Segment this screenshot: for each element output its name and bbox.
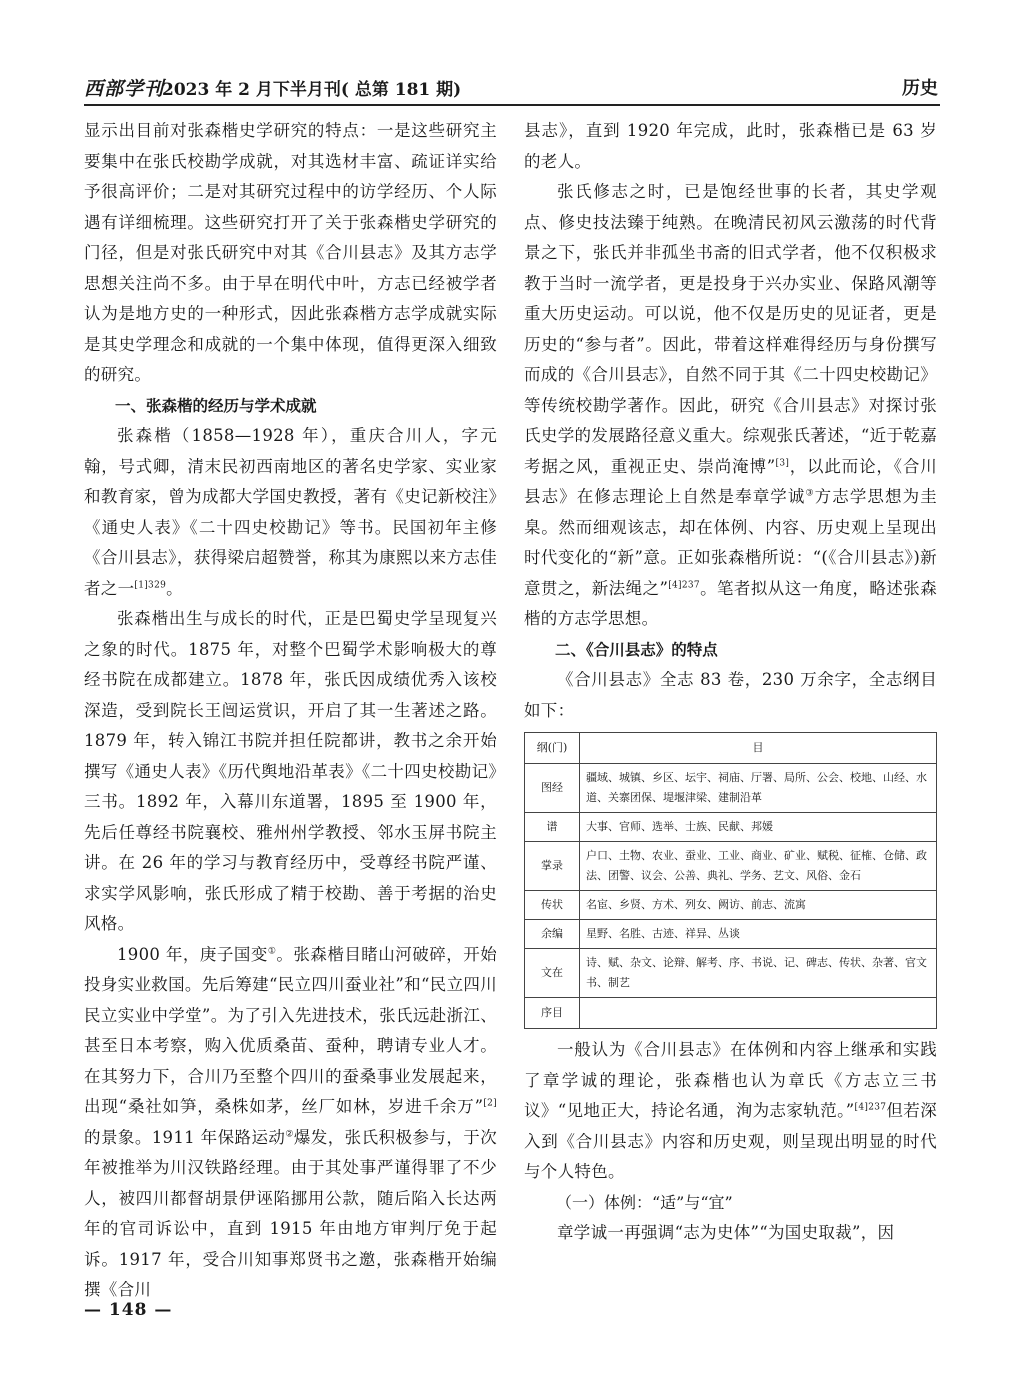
paragraph: 显示出目前对张森楷史学研究的特点：一是这些研究主要集中在张氏校勘学成就，对其选材丰富、疏证详实给予很高评价；二是对其研究过程中的访学经历、个人际遇有详细梳理。这些研究打开了关于张森楷史学研究的门径，但是对张氏研究中对其《合川县志》及其方志学思想关注尚不多。由于早在明代中叶，方志已经被学者认为是地方史的一种形式，因此张森楷方志学成就实际是其史学理念和成就的一个集中体现，值得更深入细致的研究。 [84,121,497,384]
table-cell-gang: 文在 [525,949,580,998]
paragraph-text: ，以此而论，《合川县志》在修志理论上自然是奉章学诚 [524,456,937,506]
right-column [524,116,937,1249]
running-header [84,70,940,106]
table-row [525,813,937,842]
table-cell-gang: 谱 [525,813,580,842]
table-cell-mu: 户口、土物、农业、蚕业、工业、商业、矿业、赋税、征榷、仓储、政法、团警、议会、公善、典礼、学务、艺文、风俗、金石 [580,842,937,891]
paragraph-text: 张森楷（1858—1928 年），重庆合川人，字元翰，号式卿，清末民初西南地区的著名史学家、实业家和教育家，曾为成都大学国史教授，著有《史记新校注》《通史人表》《二十四史校勘记》等书。民国初年主修《合川县志》，获得梁启超赞誉，称其为康熙以来方志佳者之一 [84,426,497,598]
paragraph: 县志》，直到 1920 年完成，此时，张森楷已是 63 岁的老人。 [524,121,937,171]
table-cell-gang: 掌录 [525,842,580,891]
left-column [84,116,497,1306]
paragraph [84,421,497,604]
table-row [525,764,937,813]
footnote-marker: ③ [805,488,815,499]
outline-table [524,732,937,1029]
page-number: — 148 — [84,1300,173,1320]
subsection-heading: （一）体例：“适”与“宜” [556,1192,733,1212]
footnote-marker: ② [285,1129,294,1139]
table-row [525,891,937,920]
paragraph: 章学诚一再强调“志为史体”“为国史取裁”，因 [557,1223,895,1242]
table-cell-mu [580,998,937,1029]
table-cell-gang: 序目 [525,998,580,1029]
table-row [525,842,937,891]
paragraph-text: 1900 年，庚子国变 [117,944,268,964]
issue-info: 2023 年 2 月下半月刊( 总第 181 期) [162,80,462,100]
table-header-row [525,733,937,764]
table-row [525,920,937,949]
paragraph: 张森楷出生与成长的时代，正是巴蜀史学呈现复兴之象的时代。1875 年，对整个巴蜀学术影响极大的尊经书院在成都建立。1878 年，张氏因成绩优秀入该校深造，受到院长王闿运赏识，开启了其一生著述之路。1879 年，转入锦江书院并担任院都讲，教书之余开始撰写《通史人表》《历代舆地沿革表》《二十四史校勘记》三书。1892 年，入幕川东道署，1895 至 1900 年，先后任尊经书院襄校、雅州州学教授、邻水玉屏书院主讲。在 26 年的学习与教育经历中，受尊经书院严谨、求实学风影响，张氏形成了精于校勘、善于考据的治史风格。 [84,609,497,933]
paragraph: 《合川县志》全志 83 卷，230 万余字，全志纲目如下： [524,670,937,720]
paragraph-text: 。张森楷目睹山河破碎，开始投身实业救国。先后筹建“民立四川蚕业社”和“民立四川民立实业中学堂”。为了引入先进技术，张氏远赴浙江、甚至日本考察，购入优质桑苗、蚕种，聘请专业人才。在其努力下，合川乃至整个四川的蚕桑事业发展起来，出现“桑社如笋，桑株如茅，丝厂如林，岁进千余万” [84,944,497,1116]
journal-name: 西部学刊 [84,78,165,100]
paragraph-text: 。 [166,578,183,598]
section-label: 历史 [902,78,938,99]
table-cell-mu: 星野、名胜、古迹、祥异、丛谈 [580,920,937,949]
citation-ref: [4]237 [854,1102,887,1113]
table-cell-gang: 图经 [525,764,580,813]
header-mu: 目 [580,733,937,764]
citation-ref: [4]237 [668,580,700,590]
paragraph [524,1035,937,1188]
paragraph-text: 但若深入到《合川县志》内容和历史观，则呈现出明显的时代与个人特色。 [524,1101,937,1181]
section-heading: 一、张森楷的经历与学术成就 [115,396,317,415]
citation-ref: [3] [775,458,790,468]
paragraph-text: 。笔者拟从这一角度，略述张森楷的方志学思想。 [524,578,937,628]
citation-ref: [1]329 [134,580,167,590]
table-row [525,998,937,1029]
table-cell-mu: 大事、官师、选举、士族、民献、邦媛 [580,813,937,842]
gazetteer-outline-table [524,732,937,1029]
table-cell-mu: 名宦、乡贤、方术、列女、阙访、前志、流寓 [580,891,937,920]
header-gang: 纲(门) [525,733,580,764]
table-cell-gang: 余编 [525,920,580,949]
paragraph-text: 爆发，张氏积极参与，于次年被推举为川汉铁路经理。由于其处事严谨得罪了不少人，被四川都督胡景伊诬陷挪用公款，随后陷入长达两年的官司诉讼中，直到 1915 年由地方审判厅免于起诉。1917 年，受合川知事郑贤书之邀，张森楷开始编撰《合川 [84,1127,497,1299]
paragraph-text: 方志学思想为圭臬。然而细观该志，却在体例、内容、历史观上呈现出时代变化的“新”意。正如张森楷所说：“(《合川县志》)新意贯之，新法绳之” [524,487,937,598]
footnote-marker: ① [267,946,277,956]
paragraph [84,940,497,1306]
citation-ref: [2] [483,1098,497,1109]
table-row [525,949,937,998]
paragraph-text: 的景象。1911 年保路运动 [84,1127,286,1147]
paragraph [524,177,937,635]
table-cell-mu: 疆域、城镇、乡区、坛宇、祠庙、厅署、局所、公会、校地、山经、水道、关寨团保、堤堰津梁、建制沿革 [580,764,937,813]
section-heading: 二、《合川县志》的特点 [555,640,718,659]
table-cell-mu: 诗、赋、杂文、论辩、解考、序、书说、记、碑志、传状、杂著、官文书、制艺 [580,949,937,998]
table-cell-gang: 传状 [525,891,580,920]
paragraph-text: 一般认为《合川县志》在体例和内容上继承和实践了章学诚的理论，张森楷也认为章氏《方志立三书议》“见地正大，持论名通，洵为志家轨范。” [524,1040,937,1120]
paragraph-text: 张氏修志之时，已是饱经世事的长者，其史学观点、修史技法臻于纯熟。在晚清民初风云激荡的时代背景之下，张氏并非孤坐书斋的旧式学者，他不仅积极求教于当时一流学者，更是投身于兴办实业、保路风潮等重大历史运动。可以说，他不仅是历史的见证者，更是历史的“参与者”。因此，带着这样难得经历与身份撰写而成的《合川县志》，自然不同于其《二十四史校勘记》等传统校勘学著作。因此，研究《合川县志》对探讨张氏史学的发展路径意义重大。综观张氏著述，“近于乾嘉考据之风，重视正史、崇尚淹博” [524,182,937,476]
